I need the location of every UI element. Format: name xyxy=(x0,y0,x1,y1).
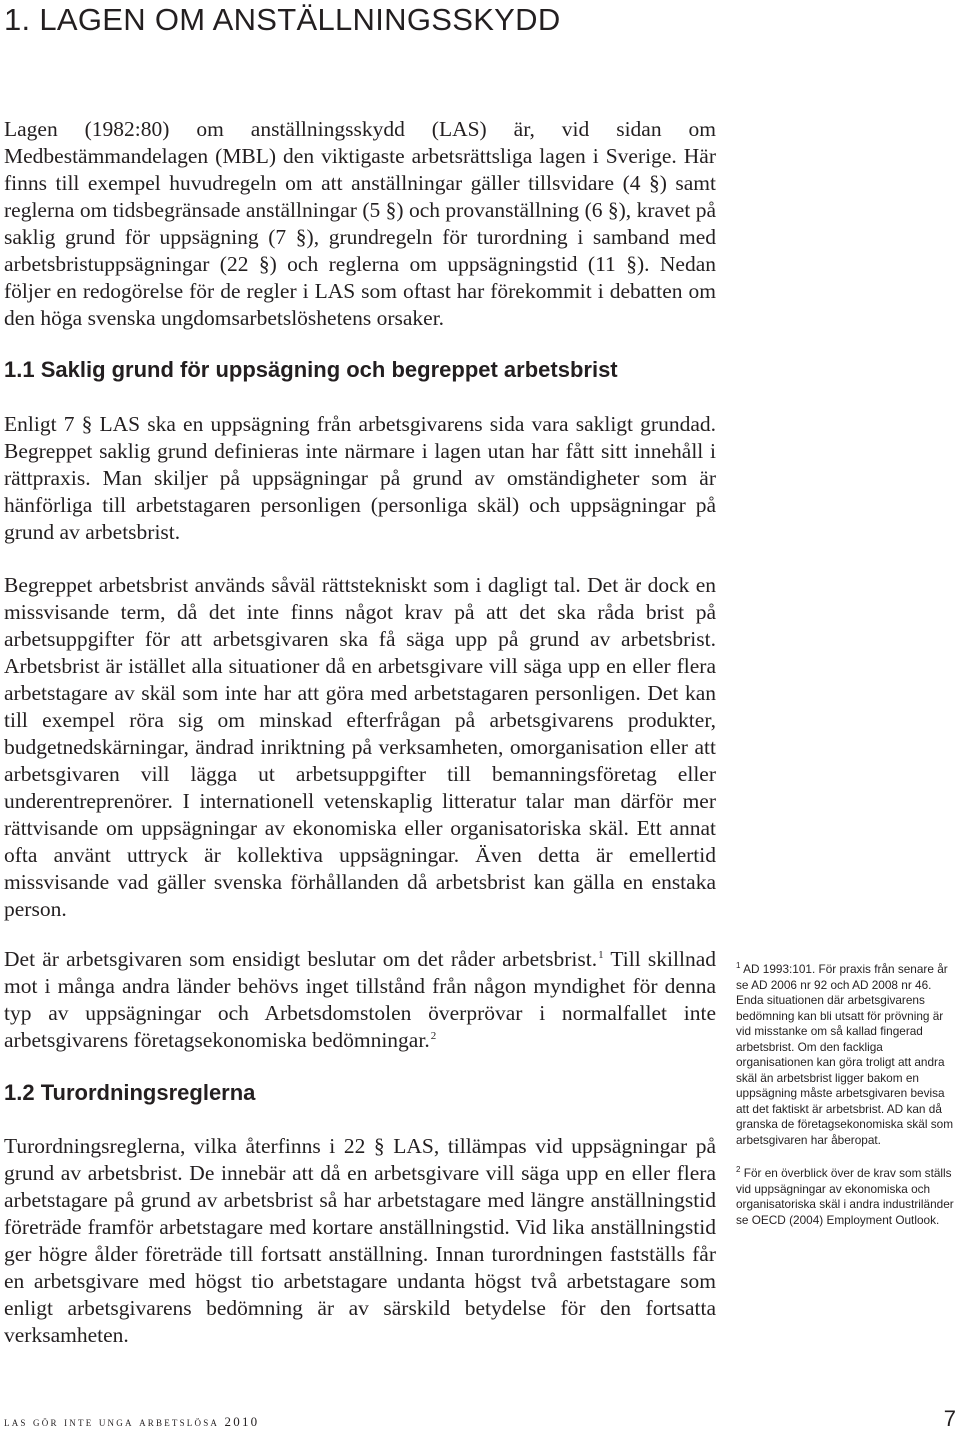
page-number: 7 xyxy=(943,1406,956,1431)
section-1-1-paragraph-3 xyxy=(4,946,716,1054)
running-footer-title: las gör inte unga arbetslösa 2010 xyxy=(4,1414,260,1429)
section-1-2-paragraph: Turordningsreglerna, vilka återfinns i 22 § LAS, tillämpas vid uppsägningar på grund av arbetsbrist. De innebär att då en arbetsgivare vill säga upp en eller flera arbetstagare på grund av arbetsbrist så har arbetstagare med längre anställningstid företräde framför arbetstagare med kortare anställningstid. Vid lika anställningstid ger högre ålder företräde till fortsatt anställning. Innan turordningen fastställs får en arbetsgivare med högst tio arbetstagare undanta högst två arbetstagare som enligt arbetsgivarens bedömning är av särskild betydelse för den fortsatta verksamheten. xyxy=(4,1134,716,1347)
section-heading-1-1: 1.1 Saklig grund för uppsägning och begreppet arbetsbrist xyxy=(4,357,618,382)
footnote-reference-2[interactable]: 2 xyxy=(430,1029,437,1042)
footnotes-column xyxy=(736,962,956,1246)
section-heading-1-2: 1.2 Turordningsreglerna xyxy=(4,1080,256,1105)
footnote-text: För en överblick över de krav som ställs vid uppsägningar av ekonomiska och organisatoriska skäl i andra industriländer se OECD (2004) Employment Outlook. xyxy=(736,1166,954,1227)
footnote-2 xyxy=(736,1166,956,1228)
section-1-1-paragraph-1: Enligt 7 § LAS ska en uppsägning från arbetsgivarens sida vara sakligt grundad. Begreppet saklig grund definieras inte närmare i lagen utan har fått sitt innehåll i rättpraxis. Man skiljer på uppsägningar på grund av omständigheter som är hänförliga till arbetstagaren personligen (personliga skäl) och uppsägningar på grund av arbetsbrist. xyxy=(4,412,716,544)
footnote-reference-1[interactable]: 1 xyxy=(598,948,604,961)
intro-paragraph: Lagen (1982:80) om anställningsskydd (LAS) är, vid sidan om Medbestämmandelagen (MBL) den viktigaste arbetsrättsliga lagen i Sverige. Här finns till exempel huvudregeln om att anställningar gäller tillsvidare (4 §) samt reglerna om tidsbegränsade anställningar (5 §) och provanställning (6 §), kravet på saklig grund för uppsägning (7 §), grundregeln för turordning i samband med arbetsbristuppsägningar (22 §) och reglerna om uppsägningstid (11 §). Nedan följer en redogörelse för de regler i LAS som oftast har förekommit i debatten om den höga svenska ungdomsarbetslöshetens orsaker. xyxy=(4,117,716,330)
paragraph-3-text-end: Till skillnad mot i många andra länder behövs inget tillstånd från någon myndighet för denna typ av uppsägningar och Arbetsdomstolen överprövar i normalfallet inte arbetsgivarens företagsekonomiska bedömningar. xyxy=(4,947,716,1052)
footnote-1 xyxy=(736,962,956,1148)
footnote-number: 1 xyxy=(736,961,741,971)
footnote-text: AD 1993:101. För praxis från senare år se AD 2006 nr 92 och AD 2008 nr 46. Enda situationen där arbetsgivarens bedömning kan bli utsatt för prövning är vid misstanke om så kallad fingerad arbetsbrist. Om den fackliga organisationen kan göra troligt att andra skäl än arbetsbrist ligger bakom en uppsägning måste arbetsgivaren bevisa att det faktiskt är arbetsbrist. AD kan då granska de företagsekonomiska skäl som arbetsgivaren har åberopat. xyxy=(736,962,954,1147)
section-1-1-paragraph-2: Begreppet arbetsbrist används såväl rättstekniskt som i dagligt tal. Det är dock en missvisande term, då det inte finns något krav på att det ska råda brist på arbetsuppgifter för att arbetsgivaren ska få säga upp på grund av arbetsbrist. Arbetsbrist är istället alla situationer då en arbetsgivare vill säga upp en eller flera arbetstagare av skäl som inte har att göra med arbetstagaren personligen. Det kan till exempel röra sig om minskad efterfrågan på arbetsgivarens produkter, budgetnedskärningar, ändrad inriktning på verksamheten, omorganisation eller att arbetsgivaren vill lägga ut arbetsuppgifter till bemanningsföretag eller underentreprenörer. I internationell vetenskaplig litteratur talar man därför mer rättvisande om uppsägningar av ekonomiska eller organisatoriska skäl. Ett annat ofta använt uttryck är kollektiva uppsägningar. Även detta är emellertid missvisande vad gäller svenska förhållanden då arbetsbrist kan gälla en enstaka person. xyxy=(4,573,716,921)
chapter-title: 1. LAGEN OM ANSTÄLLNINGSSKYDD xyxy=(4,2,561,37)
paragraph-3-text-start: Det är arbetsgivaren som ensidigt beslutar om det råder arbetsbrist. xyxy=(4,947,598,971)
footnote-number: 2 xyxy=(736,1165,741,1175)
